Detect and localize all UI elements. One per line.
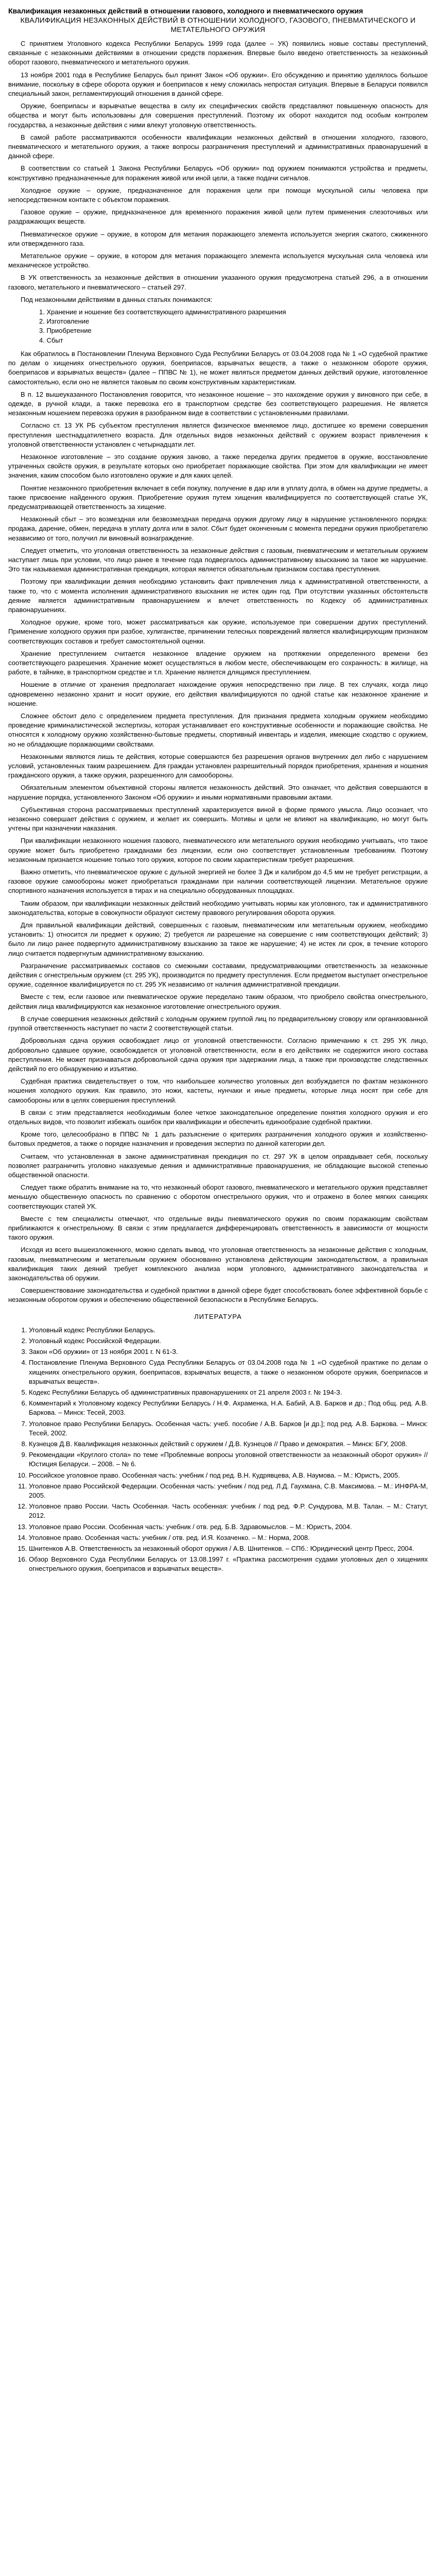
reference-item: 10. Российское уголовное право. Особенная часть: учебник / под ред. В.Н. Кудрявцева, А.В. Наумова. – М.: Юристъ, 2005. <box>29 1471 428 1480</box>
title-main: Квалификация незаконных действий в отношении газового, холодного и пневматического оружия <box>8 7 363 15</box>
paragraph: Холодное оружие, кроме того, может рассматриваться как оружие, используемое при совершении других преступлений. Применение холодного оружия при разбое, хулиганстве, причинении телесных повреждений является квалифицирующим признаком соответствующих составов и требует самостоятельной оценки. <box>8 618 428 645</box>
paragraph: Важно отметить, что пневматическое оружие с дульной энергией не более 3 Дж и калибром до 4,5 мм не требует регистрации, а газовое оружие самообороны может приобретаться гражданами при наличии соответствующей лицензии. Метательное оружие спортивного назначения используется в тирах и на специально оборудованных площадках. <box>8 868 428 895</box>
paragraph: В п. 12 вышеуказанного Постановления говорится, что незаконное ношение – это нахождение оружия у виновного при себе, в одежде, в ручной клади, а также перевозка его в транспортном средстве без соответствующего разрешения. Не является незаконным ношением перевозка оружия в разобранном виде в соответствии с установленными правилами. <box>8 390 428 417</box>
reference-item: 15. Шнитенков А.В. Ответственность за незаконный оборот оружия / А.В. Шнитенков. – СПб.: Юридический центр Пресс, 2004. <box>29 1544 428 1553</box>
paragraph: В случае совершения незаконных действий с холодным оружием группой лиц по предварительному сговору или организованной группой ответственность наступает по части 2 соответствующей статьи. <box>8 1014 428 1032</box>
paragraph: Вместе с тем, если газовое или пневматическое оружие переделано таким образом, что приобрело свойства огнестрельного, действия лица квалифицируются как незаконное изготовление огнестрельного оружия. <box>8 993 428 1010</box>
paragraph: С принятием Уголовного кодекса Республики Беларусь 1999 года (далее – УК) появились новые составы преступлений, связанные с незаконными действиями в отношении средств поражения. Впервые было введено ответственность за незаконный оборот газового, пневматического и метательного оружия. <box>8 40 428 66</box>
paragraph: Поэтому при квалификации деяния необходимо установить факт привлечения лица к административной ответственности, а также то, что с момента исполнения административного взыскания не истек один год. При отсутствии указанных обстоятельств деяние является административным правонарушением и влечет ответственность по Кодексу об административных правонарушениях. <box>8 578 428 614</box>
title-subtitle: КВАЛИФИКАЦИЯ НЕЗАКОННЫХ ДЕЙСТВИЙ В ОТНОШЕНИИ ХОЛОДНОГО, ГАЗОВОГО, ПНЕВМАТИЧЕСКОГО И МЕТАТЕЛЬНОГО ОРУЖИЯ <box>20 16 416 33</box>
reference-item: 14. Уголовное право. Особенная часть: учебник / отв. ред. И.Я. Козаченко. – М.: Норма, 2008. <box>29 1533 428 1543</box>
paragraph: Субъективная сторона рассматриваемых преступлений характеризуется виной в форме прямого умысла. Лицо осознает, что незаконно совершает действия с оружием, и желает их совершить. Мотивы и цели не влияют на квалификацию, но могут быть учтены при назначении наказания. <box>8 805 428 833</box>
paragraph: Ношение в отличие от хранения предполагает нахождение оружия непосредственно при лице. В тех случаях, когда лицо одновременно незаконно хранит и носит оружие, его действия квалифицируются по одной статье как незаконное хранение и ношение. <box>8 681 428 707</box>
reference-item: 5. Кодекс Республики Беларусь об административных правонарушениях от 21 апреля 2003 г. № 194-З. <box>29 1388 428 1397</box>
paragraph: Исходя из всего вышеизложенного, можно сделать вывод, что уголовная ответственность за незаконные действия с холодным, газовым, пневматическим и метательным оружием обоснованно установлена действующим законодательством, а правильная квалификация таких деяний требует комплексного анализа норм уголовного, административного законодательства и законодательства об оружии. <box>8 1246 428 1282</box>
paragraph: Следует также обратить внимание на то, что незаконный оборот газового, пневматического и метательного оружия представляет меньшую общественную опасность по сравнению с оборотом огнестрельного оружия, что и отражено в более мягких санкциях соответствующих статей УК. <box>8 1183 428 1210</box>
paragraph: Незаконный сбыт – это возмездная или безвозмездная передача оружия другому лицу в нарушение установленного порядка: продажа, дарение, обмен, передача в уплату долга или в залог. Сбыт будет оконченным с момента передачи оружия приобретателю независимо от того, получил ли виновный вознаграждение. <box>8 515 428 542</box>
list-item: 1. Хранение и ношение без соответствующего административного разрешения <box>39 308 286 316</box>
paragraph: Как обратилось в Постановлении Пленума Верховного Суда Республики Беларусь от 03.04.2008 года № 1 «О судебной практике по делам о хищениях огнестрельного оружия, боеприпасов, взрывчатых веществ, а также о незаконном обороте оружия, боеприпасов и взрывчатых веществ» (далее – ППВС № 1), не может являться предметом данных действий оружие, изготовленное самостоятельно, если оно не является таковым по своим конструктивным характеристикам. <box>8 349 428 386</box>
paragraph: Под незаконными действиями в данных статьях понимаются: <box>21 295 213 303</box>
reference-item: 3. Закон «Об оружии» от 13 ноября 2001 г. N 61-З. <box>29 1347 428 1357</box>
paragraph: Газовое оружие – оружие, предназначенное для временного поражения живой цели путем применения слезоточивых или раздражающих веществ. <box>8 208 428 226</box>
reference-item: 13. Уголовное право России. Особенная часть: учебник / отв. ред. Б.В. Здравомыслов. – М.: Юристъ, 2004. <box>29 1522 428 1532</box>
paragraph: Для правильной квалификации действий, совершенных с газовым, пневматическим или метательным оружием, необходимо установить: 1) относится ли предмет к оружию; 2) требуется ли разрешение на совершение с ним соответствующих действий; 3) было ли лицо ранее подвергнуто административному взысканию за такое же нарушение; 4) не истек ли срок, в течение которого лицо считается подвергнутым административному взысканию. <box>8 921 428 957</box>
paragraph: Таким образом, при квалификации незаконных действий необходимо учитывать нормы как уголовного, так и административного законодательства, которые в совокупности образуют систему правового регулирования оборота оружия. <box>8 899 428 917</box>
reference-item: 4. Постановление Пленума Верховного Суда Республики Беларусь от 03.04.2008 года № 1 «О судебной практике по делам о хищениях огнестрельного оружия, боеприпасов, взрывчатых веществ, а также о незаконном обороте оружия, боеприпасов и взрывчатых веществ». <box>29 1358 428 1386</box>
paragraph: В связи с этим представляется необходимым более четкое законодательное определение понятия холодного оружия и его отдельных видов, что позволит избежать ошибок при квалификации и обеспечить единообразие судебной практики. <box>8 1108 428 1126</box>
paragraph: В УК ответственность за незаконные действия в отношении указанного оружия предусмотрена статьей 296, а в отношении газового, метательного и пневматического – статьей 297. <box>8 274 428 291</box>
document-title <box>8 6 428 34</box>
paragraph: Совершенствование законодательства и судебной практики в данной сфере будет способствовать более эффективной борьбе с незаконным оборотом оружия и обеспечению общественной безопасности в Республике Беларусь. <box>8 1286 428 1304</box>
reference-item: 16. Обзор Верховного Суда Республики Беларусь от 13.08.1997 г. «Практика рассмотрения судами уголовных дел о хищениях огнестрельного оружия, боеприпасов и взрывчатых веществ». <box>29 1555 428 1573</box>
paragraph: Оружие, боеприпасы и взрывчатые вещества в силу их специфических свойств представляют повышенную опасность для общества и могут быть использованы для совершения преступлений. Поэтому их оборот находится под особым контролем государства, а незаконные действия с ними влекут уголовную ответственность. <box>8 102 428 129</box>
paragraph: Добровольная сдача оружия освобождает лицо от уголовной ответственности. Согласно примечанию к ст. 295 УК лицо, добровольно сдавшее оружие, освобождается от уголовной ответственности, если в его действиях не содержится иного состава преступления. Не может признаваться добровольной сдача оружия при задержании лица, а также при производстве следственных действий по его обнаружению и изъятию. <box>8 1037 428 1073</box>
paragraph: Следует отметить, что уголовная ответственность за незаконные действия с газовым, пневматическим и метательным оружием наступает лишь при условии, что лицо ранее в течение года подвергалось административному взысканию за такое же нарушение. Это так называемая административная преюдиция, которая является обязательным признаком состава преступления. <box>8 546 428 573</box>
body-section-continued <box>8 349 428 1305</box>
reference-item: 2. Уголовный кодекс Российской Федерации. <box>29 1336 428 1346</box>
paragraph: Считаем, что установленная в законе административная преюдиция по ст. 297 УК в целом оправдывает себя, поскольку позволяет разграничить уголовно наказуемые деяния и административные правонарушения, не обладающие высокой степенью общественной опасности. <box>8 1152 428 1179</box>
paragraph: Вместе с тем специалисты отмечают, что отдельные виды пневматического оружия по своим поражающим свойствам приближаются к огнестрельному. В связи с этим предлагается дифференцировать ответственность в зависимости от мощности такого оружия. <box>8 1214 428 1242</box>
paragraph: В самой работе рассматриваются особенности квалификации незаконных действий в отношении холодного, газового, пневматического и метательного оружия, а также вопросы разграничения преступлений и административных правонарушений в данной сфере. <box>8 133 428 160</box>
paragraph: Обязательным элементом объективной стороны является незаконность действий. Это означает, что действия совершаются в нарушение порядка, установленного Законом «Об оружии» и иными нормативными правовыми актами. <box>8 784 428 801</box>
paragraph: При квалификации незаконного ношения газового, пневматического или метательного оружия необходимо учитывать, что такое оружие может быть приобретено гражданами без лицензии, если оно соответствует установленным требованиям. Поэтому незаконным признается ношение только того оружия, которое по своим характеристикам требует разрешения. <box>8 837 428 863</box>
paragraph: Метательное оружие – оружие, в котором для метания поражающего элемента используется мускульная сила человека или механическое устройство. <box>8 252 428 269</box>
reference-item: 8. Кузнецов Д.В. Квалификация незаконных действий с оружием / Д.В. Кузнецов // Право и демократия. – Минск: БГУ, 2008. <box>29 1439 428 1449</box>
references-heading: ЛИТЕРАТУРА <box>194 1312 242 1320</box>
references-list <box>8 1326 428 1574</box>
reference-item: 12. Уголовное право России. Часть Особенная. Часть особенная: учебник / под ред. Ф.Р. Сундурова, М.В. Талан. – М.: Статут, 2012. <box>29 1502 428 1520</box>
reference-item: 9. Рекомендации «Круглого стола» по теме «Проблемные вопросы уголовной ответственности за незаконный оборот оружия» // Юстиция Беларуси. – 2008. – № 6. <box>29 1450 428 1469</box>
paragraph: Судебная практика свидетельствует о том, что наибольшее количество уголовных дел возбуждается по фактам незаконного ношения холодного оружия. Как правило, это ножи, кастеты, нунчаки и иные предметы, которые лица носят при себе для самообороны или в целях совершения преступлений. <box>8 1077 428 1104</box>
enumerated-list <box>8 308 428 345</box>
paragraph: Кроме того, целесообразно в ППВС № 1 дать разъяснение о критериях разграничения холодного оружия и хозяйственно-бытовых предметов, а также о порядке назначения и проведения экспертиз по данной категории дел. <box>8 1130 428 1148</box>
reference-item: 11. Уголовное право Российской Федерации. Особенная часть: учебник / под ред. Л.Д. Гаухмана, С.В. Максимова. – М.: ИНФРА-М, 2005. <box>29 1482 428 1500</box>
list-item: 4. Сбыт <box>39 336 63 344</box>
paragraph: Понятие незаконного приобретения включает в себя покупку, получение в дар или в уплату долга, в обмен на другие предметы, а также присвоение найденного оружия. Приобретение оружия путем хищения квалифицируется по соответствующей статье УК, предусматривающей ответственность за хищение. <box>8 484 428 511</box>
list-item: 3. Приобретение <box>39 327 92 335</box>
list-item: 2. Изготовление <box>39 317 90 326</box>
paragraph: Холодное оружие – оружие, предназначенное для поражения цели при помощи мускульной силы человека при непосредственном контакте с объектом поражения. <box>8 186 428 204</box>
paragraph: 13 ноября 2001 года в Республике Беларусь был принят Закон «Об оружии». Его обсуждению и принятию уделялось большое внимание, поскольку в сфере оборота оружия и боеприпасов к нему сложилась непростая ситуация. Впервые в Беларуси появился специальный закон, регламентирующий отношения в данной сфере. <box>8 71 428 98</box>
paragraph: Согласно ст. 13 УК РБ субъектом преступления является физическое вменяемое лицо, достигшее ко времени совершения преступления шестнадцатилетнего возраста. Для отдельных видов незаконных действий с оружием возраст привлечения к уголовной ответственности установлен с четырнадцати лет. <box>8 421 428 448</box>
paragraph: Незаконное изготовление – это создание оружия заново, а также переделка других предметов в оружие, восстановление утраченных свойств оружия, в результате которых оно приобретает поражающие свойства. При этом для квалификации не имеет значения, каким способом было изготовлено оружие и для каких целей. <box>8 452 428 480</box>
reference-item: 1. Уголовный кодекс Республики Беларусь. <box>29 1326 428 1335</box>
paragraph: Хранение преступлением считается незаконное владение оружием на протяжении определенного времени без соответствующего разрешения. Хранение может осуществляться в любом месте, обеспечивающем его сохранность: в жилище, на работе, в тайнике, в транспортном средстве и т.п. Хранение является длящимся преступлением. <box>8 649 428 676</box>
paragraph: Сложнее обстоит дело с определением предмета преступления. Для признания предмета холодным оружием необходимо проведение криминалистической экспертизы, которая устанавливает его конструктивные особенности и поражающие свойства. Не относятся к холодному оружию хозяйственно-бытовые предметы, спортивный инвентарь и изделия, имеющие сходство с оружием, но не обладающие поражающими свойствами. <box>8 712 428 748</box>
reference-item: 6. Комментарий к Уголовному кодексу Республики Беларусь / Н.Ф. Ахраменка, Н.А. Бабий, А.В. Барков и др.; Под общ. ред. А.В. Баркова. – Минск: Тесей, 2003. <box>29 1399 428 1417</box>
paragraph: Разграничение рассматриваемых составов со смежными составами, предусматривающими ответственность за незаконные действия с огнестрельным оружием (ст. 295 УК), производится по предмету преступления. Если предметом выступает огнестрельное оружие, содеянное квалифицируется по ст. 295 УК независимо от наличия административной преюдиции. <box>8 961 428 989</box>
reference-item: 7. Уголовное право Республики Беларусь. Особенная часть: учеб. пособие / А.В. Барков [и др.]; под ред. А.В. Баркова. – Минск: Тесей, 2002. <box>29 1419 428 1438</box>
paragraph: Незаконными являются лишь те действия, которые совершаются без разрешения органов внутренних дел либо с нарушением условий, установленных таким разрешением. Для граждан установлен разрешительный порядок приобретения, хранения и ношения гражданского оружия, а также оружия, разрешенного для самообороны. <box>8 752 428 779</box>
body-section <box>8 39 428 304</box>
paragraph: Пневматическое оружие – оружие, в котором для метания поражающего элемента используется энергия сжатого, сжиженного или отвержденного газа. <box>8 230 428 247</box>
paragraph: В соответствии со статьей 1 Закона Республики Беларусь «Об оружии» под оружием понимаются устройства и предметы, конструктивно предназначенные для поражения живой или иной цели, а также подачи сигналов. <box>8 164 428 182</box>
